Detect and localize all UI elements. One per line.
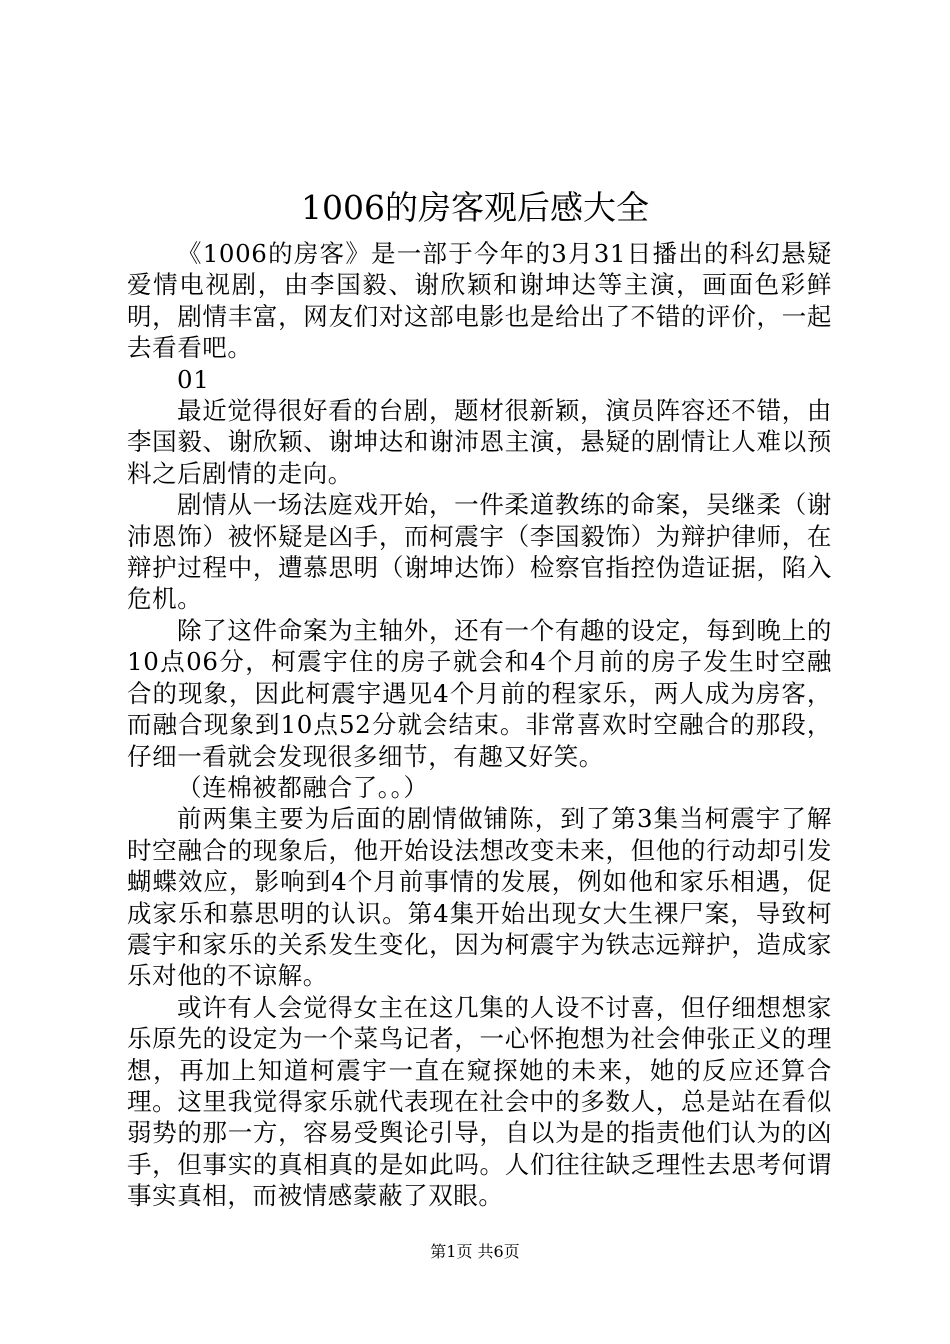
intro-paragraph: 《1006的房客》是一部于今年的3月31日播出的科幻悬疑爱情电视剧，由李国毅、谢欣颖和谢坤达等主演，画面色彩鲜明，剧情丰富，网友们对这部电影也是给出了不错的评价，一起去看看吧。: [127, 239, 832, 363]
document-title: 1006的房客观后感大全: [301, 188, 649, 227]
document-body: [127, 238, 832, 1212]
body-paragraph: 或许有人会觉得女主在这几集的人设不讨喜，但仔细想想家乐原先的设定为一个菜鸟记者，一心怀抱想为社会伸张正义的理想，再加上知道柯震宇一直在窥探她的未来，她的反应还算合理。这里我觉得家乐就代表现在社会中的多数人，总是站在看似弱势的那一方，容易受舆论引导，自以为是的指责他们认为的凶手，但事实的真相真的是如此吗。人们往往缺乏理性去思考何谓事实真相，而被情感蒙蔽了双眼。: [127, 992, 832, 1211]
body-paragraph: （连棉被都融合了。。）: [177, 772, 429, 802]
section-number: 01: [177, 364, 210, 394]
body-paragraph: 前两集主要为后面的剧情做铺陈，到了第3集当柯震宇了解时空融合的现象后，他开始设法想改变未来，但他的行动却引发蝴蝶效应，影响到4个月前事情的发展，例如他和家乐相遇，促成家乐和慕思明的认识。第4集开始出现女大生裸尸案，导致柯震宇和家乐的关系发生变化，因为柯震宇为铁志远辩护，造成家乐对他的不谅解。: [127, 804, 832, 991]
body-paragraph: 剧情从一场法庭戏开始，一件柔道教练的命案，吴继柔（谢沛恩饰）被怀疑是凶手，而柯震宇（李国毅饰）为辩护律师，在辩护过程中，遭慕思明（谢坤达饰）检察官指控伪造证据，陷入危机。: [127, 490, 832, 614]
body-paragraph: 除了这件命案为主轴外，还有一个有趣的设定，每到晚上的10点06分，柯震宇住的房子就会和4个月前的房子发生时空融合的现象，因此柯震宇遇见4个月前的程家乐，两人成为房客，而融合现象到10点52分就会结束。非常喜欢时空融合的那段，仔细一看就会发现很多细节，有趣又好笑。: [127, 615, 832, 771]
body-paragraph: 最近觉得很好看的台剧，题材很新颖，演员阵容还不错，由李国毅、谢欣颖、谢坤达和谢沛恩主演，悬疑的剧情让人难以预料之后剧情的走向。: [127, 396, 832, 488]
page-footer: 第1页 共6页: [430, 1242, 520, 1261]
